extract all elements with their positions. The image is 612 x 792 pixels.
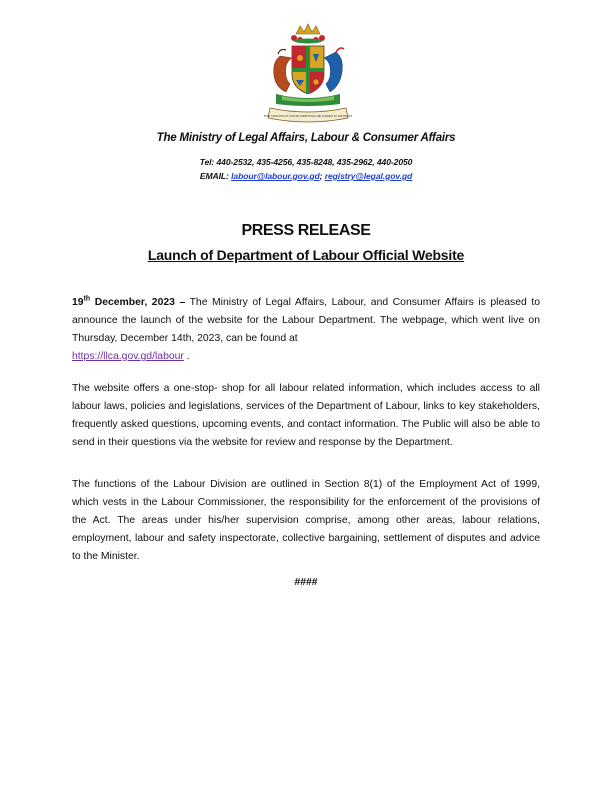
ministry-name: The Ministry of Legal Affairs, Labour & Consumer Affairs	[156, 132, 456, 144]
end-of-release-mark: ####	[294, 577, 318, 588]
announcement-text: The Ministry of Legal Affairs, Labour, and Consumer Affairs is pleased to announce the launch of the website for the Labour Department. The webpage, which went live on Thursday, December 14th, 2023, can be found at	[72, 297, 540, 344]
grenada-coat-of-arms-logo	[258, 22, 358, 126]
labour-website-link[interactable]: https://llca.gov.gd/labour	[72, 351, 184, 362]
labour-functions-text: The functions of the Labour Division are outlined in Section 8(1) of the Employment Act of 1999, which vests in the Labour Commissioner, the responsibility for the enforcement of the provisions of the Act. The areas under his/her supervision comprise, among other areas, labour relations, employment, labour and safety inspectorate, collective bargaining, settlement of disputes and advice to the Minister.	[72, 479, 540, 562]
registry-email-link[interactable]: registry@legal.gov.gd	[324, 171, 413, 181]
release-date: 19th December, 2023 –	[72, 295, 186, 308]
paragraph-announcement	[72, 294, 540, 366]
email-label: EMAIL:	[199, 171, 229, 181]
press-release-title: PRESS RELEASE	[241, 222, 371, 239]
paragraph-labour-functions	[72, 476, 540, 566]
announcement-end: .	[183, 351, 190, 362]
email-line	[0, 171, 612, 181]
crest-motto: EVER CONSCIOUS OF GOD WE ASPIRE BUILD AND ADVANCE AS ONE PEOPLE	[263, 115, 353, 118]
press-release-subtitle: Launch of Department of Labour Official Website	[147, 247, 465, 263]
website-features-text: The website offers a one-stop- shop for all labour related information, which includes access to all labour laws, policies and legislations, services of the Department of Labour, links to key stakeholders, frequently asked questions, upcoming events, and contact information. The Public will also be able to send in their questions via the website for review and response by the Department.	[72, 383, 540, 448]
labour-email-link[interactable]: labour@labour.gov.gd	[231, 171, 320, 181]
telephone-line: Tel: 440-2532, 435-4256, 435-8248, 435-2962, 440-2050	[199, 157, 413, 167]
paragraph-website-features	[72, 380, 540, 452]
email-separator: ;	[319, 171, 323, 181]
